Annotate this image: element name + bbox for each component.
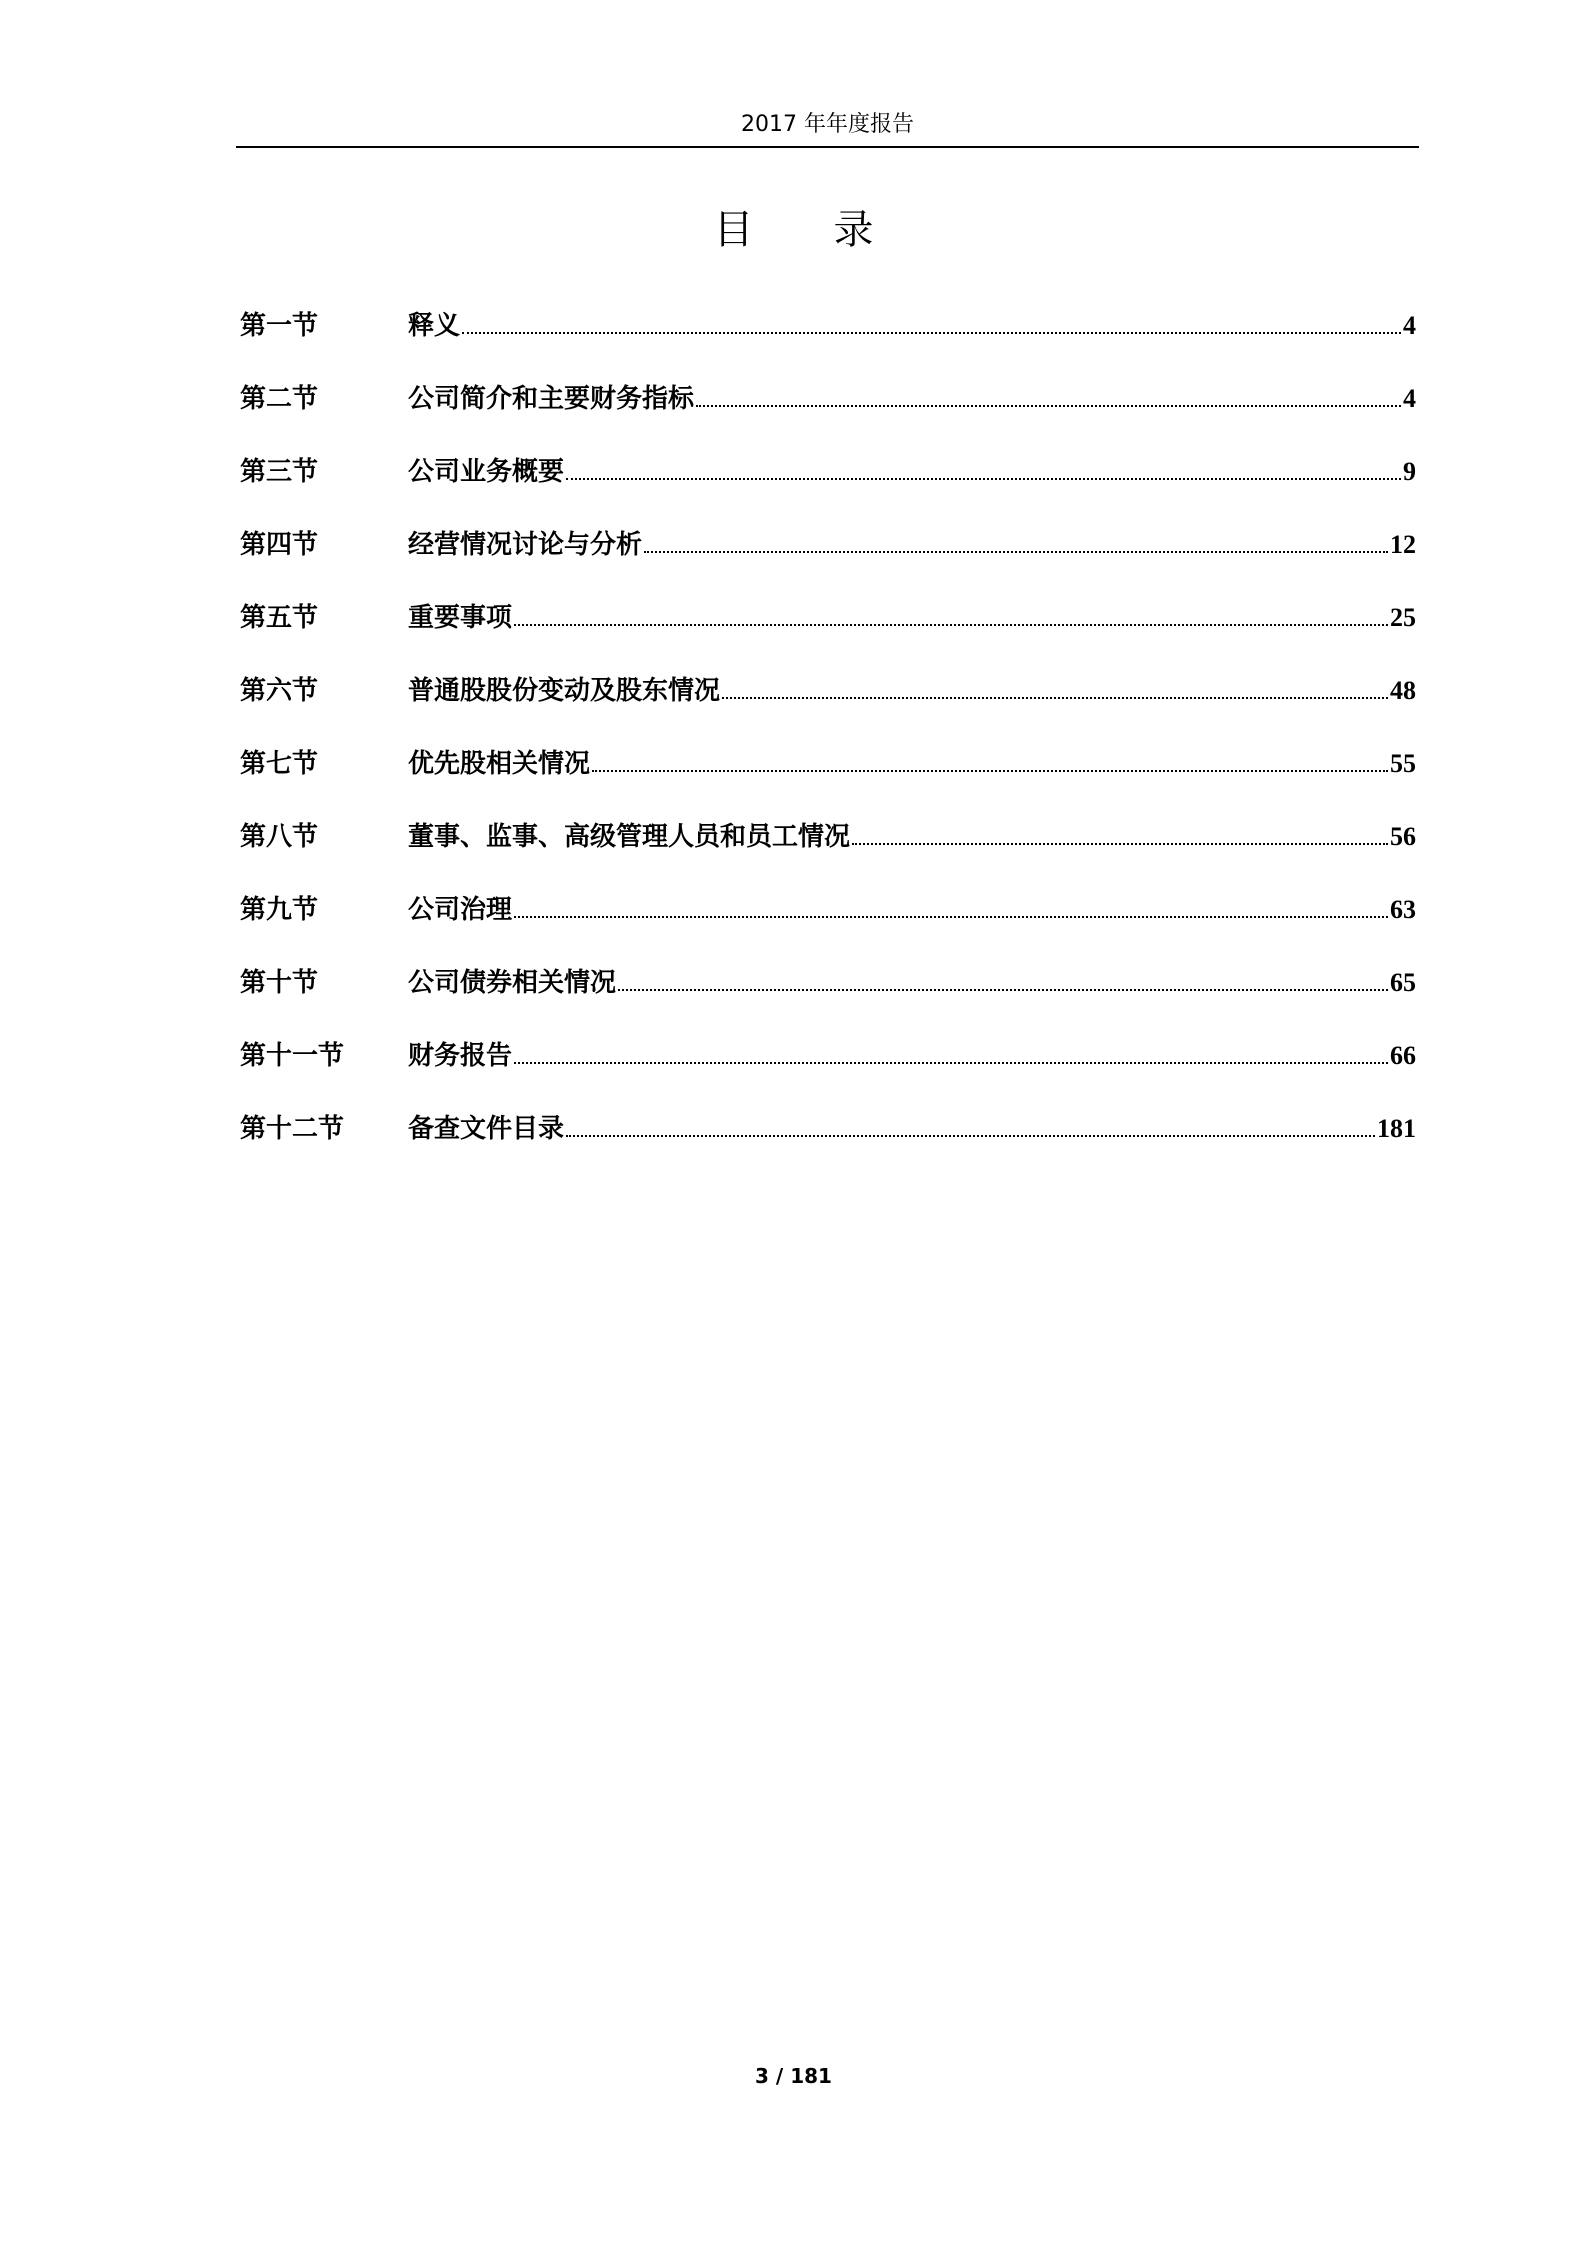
toc-entry-title: 公司业务概要 [408, 457, 565, 487]
toc-entry[interactable] [240, 667, 1416, 740]
toc-section-number: 第五节 [240, 603, 319, 633]
toc-entry-title: 董事、监事、高级管理人员和员工情况 [408, 822, 851, 852]
toc-entry[interactable] [240, 375, 1416, 448]
toc-page-number: 65 [1390, 968, 1416, 997]
dot-leader [566, 1135, 1375, 1137]
toc-page-number: 4 [1403, 384, 1416, 413]
toc-entry-title: 经营情况讨论与分析 [408, 530, 643, 560]
running-header [236, 110, 1419, 148]
toc-entry-title: 重要事项 [408, 603, 513, 633]
toc-entry[interactable] [240, 813, 1416, 886]
toc-page-number: 25 [1390, 603, 1416, 632]
toc-page-number: 181 [1377, 1114, 1416, 1143]
toc-entry[interactable] [240, 521, 1416, 594]
toc-entry-title: 释义 [408, 311, 461, 341]
dot-leader [514, 624, 1388, 626]
page-title [0, 200, 1587, 260]
toc-page-number: 63 [1390, 895, 1416, 924]
dot-leader [514, 916, 1388, 918]
toc-entry-title: 优先股相关情况 [408, 749, 591, 779]
dot-leader [462, 332, 1401, 334]
page-title-char: 录 [833, 207, 874, 253]
toc-page-number: 48 [1390, 676, 1416, 705]
toc-entry[interactable] [240, 1032, 1416, 1105]
toc-section-number: 第一节 [240, 311, 319, 341]
page-footer [0, 2062, 1587, 2090]
toc-entry-title: 公司债券相关情况 [408, 968, 617, 998]
dot-leader [566, 478, 1401, 480]
dot-leader [618, 989, 1388, 991]
toc-entry-title: 公司治理 [408, 895, 513, 925]
toc-section-number: 第七节 [240, 749, 319, 779]
toc-entry[interactable] [240, 594, 1416, 667]
table-of-contents [240, 302, 1416, 1178]
toc-section-number: 第二节 [240, 384, 319, 414]
toc-entry[interactable] [240, 740, 1416, 813]
toc-section-number: 第十节 [240, 968, 319, 998]
toc-entry[interactable] [240, 886, 1416, 959]
toc-page-number: 12 [1390, 530, 1416, 559]
toc-section-number: 第六节 [240, 676, 319, 706]
dot-leader [852, 843, 1388, 845]
toc-section-number: 第四节 [240, 530, 319, 560]
toc-section-number: 第十二节 [240, 1114, 345, 1144]
toc-page-number: 56 [1390, 822, 1416, 851]
toc-page-number: 4 [1403, 311, 1416, 340]
dot-leader [644, 551, 1388, 553]
report-title: 2017 年年度报告 [741, 112, 914, 137]
toc-entry-title: 备查文件目录 [408, 1114, 565, 1144]
toc-section-number: 第三节 [240, 457, 319, 487]
toc-section-number: 第十一节 [240, 1041, 345, 1071]
dot-leader [722, 697, 1388, 699]
toc-section-number: 第九节 [240, 895, 319, 925]
page-title-char: 目 [713, 207, 754, 253]
toc-entry-title: 公司简介和主要财务指标 [408, 384, 695, 414]
toc-entry-title: 财务报告 [408, 1041, 513, 1071]
toc-entry[interactable] [240, 448, 1416, 521]
toc-page-number: 9 [1403, 457, 1416, 486]
dot-leader [592, 770, 1388, 772]
dot-leader [696, 405, 1401, 407]
toc-entry[interactable] [240, 302, 1416, 375]
dot-leader [514, 1062, 1388, 1064]
toc-page-number: 66 [1390, 1041, 1416, 1070]
toc-section-number: 第八节 [240, 822, 319, 852]
toc-entry[interactable] [240, 959, 1416, 1032]
toc-page-number: 55 [1390, 749, 1416, 778]
page-indicator: 3 / 181 [755, 2064, 832, 2088]
toc-entry[interactable] [240, 1105, 1416, 1178]
toc-entry-title: 普通股股份变动及股东情况 [408, 676, 721, 706]
